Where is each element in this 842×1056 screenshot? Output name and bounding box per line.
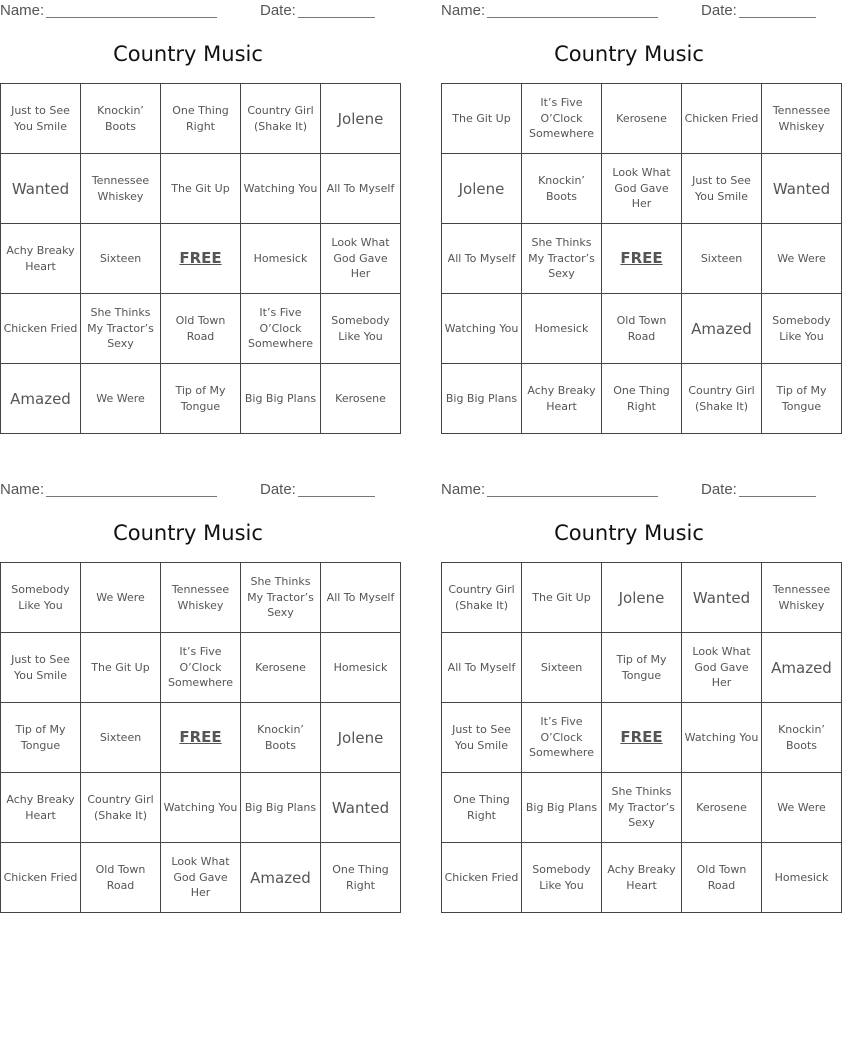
bingo-row <box>442 633 842 703</box>
bingo-cell: Country Girl (Shake It) <box>682 364 762 434</box>
name-label: Name: <box>0 2 45 19</box>
bingo-cell: We Were <box>81 364 161 434</box>
bingo-cell: It’s Five O’Clock Somewhere <box>522 84 602 154</box>
bingo-cell: Big Big Plans <box>442 364 522 434</box>
bingo-cell: Amazed <box>1 364 81 434</box>
bingo-cell: It’s Five O’Clock Somewhere <box>522 703 602 773</box>
bingo-cell: Wanted <box>1 154 81 224</box>
bingo-row <box>442 773 842 843</box>
date-label: Date: <box>701 2 737 19</box>
date-blank-line <box>298 496 375 497</box>
bingo-cell: She Thinks My Tractor’s Sexy <box>522 224 602 294</box>
bingo-cell: Wanted <box>762 154 842 224</box>
bingo-cell: Chicken Fried <box>1 843 81 913</box>
free-space: FREE <box>161 703 241 773</box>
bingo-row <box>1 224 401 294</box>
bingo-cell: Wanted <box>682 563 762 633</box>
bingo-cell: Just to See You Smile <box>442 703 522 773</box>
bingo-row <box>1 633 401 703</box>
bingo-cell: Look What God Gave Her <box>682 633 762 703</box>
bingo-cell: Achy Breaky Heart <box>602 843 682 913</box>
bingo-row <box>1 703 401 773</box>
date-blank-line <box>739 17 816 18</box>
bingo-cell: She Thinks My Tractor’s Sexy <box>81 294 161 364</box>
name-blank-line <box>46 496 217 497</box>
bingo-row <box>1 773 401 843</box>
bingo-row <box>442 563 842 633</box>
bingo-cell: Somebody Like You <box>321 294 401 364</box>
date-label: Date: <box>260 481 296 498</box>
name-label: Name: <box>441 2 486 19</box>
card-title: Country Music <box>554 42 704 66</box>
card-title: Country Music <box>554 521 704 545</box>
bingo-cell: Sixteen <box>81 224 161 294</box>
bingo-cell: Watching You <box>161 773 241 843</box>
bingo-cell: Kerosene <box>682 773 762 843</box>
bingo-cell: We Were <box>81 563 161 633</box>
bingo-cell: Jolene <box>321 703 401 773</box>
bingo-cell: Jolene <box>442 154 522 224</box>
bingo-row <box>1 364 401 434</box>
name-label: Name: <box>0 481 45 498</box>
card-header <box>441 0 817 22</box>
bingo-cell: All To Myself <box>321 154 401 224</box>
bingo-row <box>1 563 401 633</box>
bingo-cell: Homesick <box>762 843 842 913</box>
bingo-cell: Knockin’ Boots <box>522 154 602 224</box>
bingo-cell: One Thing Right <box>161 84 241 154</box>
bingo-cell: Tip of My Tongue <box>602 633 682 703</box>
bingo-cell: Watching You <box>241 154 321 224</box>
bingo-cell: Big Big Plans <box>522 773 602 843</box>
bingo-cell: Look What God Gave Her <box>602 154 682 224</box>
bingo-cell: Achy Breaky Heart <box>522 364 602 434</box>
bingo-cell: Old Town Road <box>81 843 161 913</box>
free-space: FREE <box>602 703 682 773</box>
bingo-cell: Kerosene <box>241 633 321 703</box>
bingo-cell: Amazed <box>241 843 321 913</box>
bingo-row <box>1 154 401 224</box>
bingo-cell: Chicken Fried <box>1 294 81 364</box>
bingo-cell: We Were <box>762 773 842 843</box>
bingo-cell: Country Girl (Shake It) <box>81 773 161 843</box>
bingo-cell: One Thing Right <box>602 364 682 434</box>
bingo-row <box>1 294 401 364</box>
bingo-cell: Tennessee Whiskey <box>161 563 241 633</box>
bingo-cell: Country Girl (Shake It) <box>241 84 321 154</box>
bingo-row <box>442 703 842 773</box>
bingo-cell: Watching You <box>682 703 762 773</box>
bingo-cell: Achy Breaky Heart <box>1 773 81 843</box>
bingo-cell: The Git Up <box>81 633 161 703</box>
bingo-cell: Look What God Gave Her <box>161 843 241 913</box>
card-title: Country Music <box>113 42 263 66</box>
card-title: Country Music <box>113 521 263 545</box>
bingo-row <box>442 84 842 154</box>
card-header <box>441 479 817 501</box>
date-blank-line <box>298 17 375 18</box>
bingo-cell: Old Town Road <box>161 294 241 364</box>
bingo-card <box>0 479 395 914</box>
bingo-cell: Sixteen <box>81 703 161 773</box>
name-label: Name: <box>441 481 486 498</box>
bingo-card <box>441 0 831 435</box>
date-label: Date: <box>260 2 296 19</box>
bingo-cell: Jolene <box>321 84 401 154</box>
bingo-cell: Watching You <box>442 294 522 364</box>
bingo-cell: All To Myself <box>442 224 522 294</box>
bingo-cell: Homesick <box>522 294 602 364</box>
bingo-cell: Homesick <box>241 224 321 294</box>
bingo-cell: Tip of My Tongue <box>762 364 842 434</box>
bingo-cell: Old Town Road <box>682 843 762 913</box>
bingo-cell: Knockin’ Boots <box>762 703 842 773</box>
bingo-grid <box>441 83 842 434</box>
bingo-cell: Amazed <box>762 633 842 703</box>
date-label: Date: <box>701 481 737 498</box>
bingo-cell: We Were <box>762 224 842 294</box>
bingo-cell: Knockin’ Boots <box>241 703 321 773</box>
bingo-cell: Knockin’ Boots <box>81 84 161 154</box>
bingo-cell: One Thing Right <box>442 773 522 843</box>
bingo-row <box>442 154 842 224</box>
date-blank-line <box>739 496 816 497</box>
bingo-cell: Just to See You Smile <box>1 633 81 703</box>
bingo-row <box>1 843 401 913</box>
bingo-cell: Kerosene <box>602 84 682 154</box>
bingo-cell: The Git Up <box>442 84 522 154</box>
bingo-cell: Sixteen <box>522 633 602 703</box>
bingo-cell: Somebody Like You <box>1 563 81 633</box>
name-blank-line <box>487 496 658 497</box>
bingo-cell: Achy Breaky Heart <box>1 224 81 294</box>
bingo-grid <box>441 562 842 913</box>
bingo-cell: Tennessee Whiskey <box>762 563 842 633</box>
bingo-cell: She Thinks My Tractor’s Sexy <box>602 773 682 843</box>
bingo-row <box>442 294 842 364</box>
bingo-cell: Big Big Plans <box>241 773 321 843</box>
bingo-grid <box>0 83 401 434</box>
bingo-cell: Kerosene <box>321 364 401 434</box>
bingo-cell: Chicken Fried <box>442 843 522 913</box>
bingo-cell: Jolene <box>602 563 682 633</box>
bingo-cell: Tennessee Whiskey <box>762 84 842 154</box>
bingo-cell: It’s Five O’Clock Somewhere <box>241 294 321 364</box>
name-blank-line <box>487 17 658 18</box>
bingo-cell: All To Myself <box>442 633 522 703</box>
bingo-cell: The Git Up <box>522 563 602 633</box>
bingo-cell: Just to See You Smile <box>682 154 762 224</box>
bingo-cell: Wanted <box>321 773 401 843</box>
name-blank-line <box>46 17 217 18</box>
bingo-card <box>0 0 395 435</box>
bingo-cell: Just to See You Smile <box>1 84 81 154</box>
bingo-cell: All To Myself <box>321 563 401 633</box>
bingo-cell: Tennessee Whiskey <box>81 154 161 224</box>
bingo-cell: Somebody Like You <box>522 843 602 913</box>
bingo-cell: One Thing Right <box>321 843 401 913</box>
free-space: FREE <box>602 224 682 294</box>
bingo-cell: Look What God Gave Her <box>321 224 401 294</box>
bingo-cell: The Git Up <box>161 154 241 224</box>
bingo-card <box>441 479 832 914</box>
bingo-row <box>442 224 842 294</box>
bingo-cell: Tip of My Tongue <box>1 703 81 773</box>
bingo-row <box>442 843 842 913</box>
bingo-cell: Somebody Like You <box>762 294 842 364</box>
bingo-cell: Country Girl (Shake It) <box>442 563 522 633</box>
bingo-cell: Big Big Plans <box>241 364 321 434</box>
bingo-grid <box>0 562 401 913</box>
bingo-cell: Tip of My Tongue <box>161 364 241 434</box>
bingo-row <box>442 364 842 434</box>
bingo-cell: Homesick <box>321 633 401 703</box>
bingo-row <box>1 84 401 154</box>
bingo-cell: Sixteen <box>682 224 762 294</box>
bingo-cell: Chicken Fried <box>682 84 762 154</box>
free-space: FREE <box>161 224 241 294</box>
bingo-cell: Old Town Road <box>602 294 682 364</box>
bingo-cell: She Thinks My Tractor’s Sexy <box>241 563 321 633</box>
bingo-cell: It’s Five O’Clock Somewhere <box>161 633 241 703</box>
card-header <box>0 479 376 501</box>
bingo-cell: Amazed <box>682 294 762 364</box>
card-header <box>0 0 376 22</box>
